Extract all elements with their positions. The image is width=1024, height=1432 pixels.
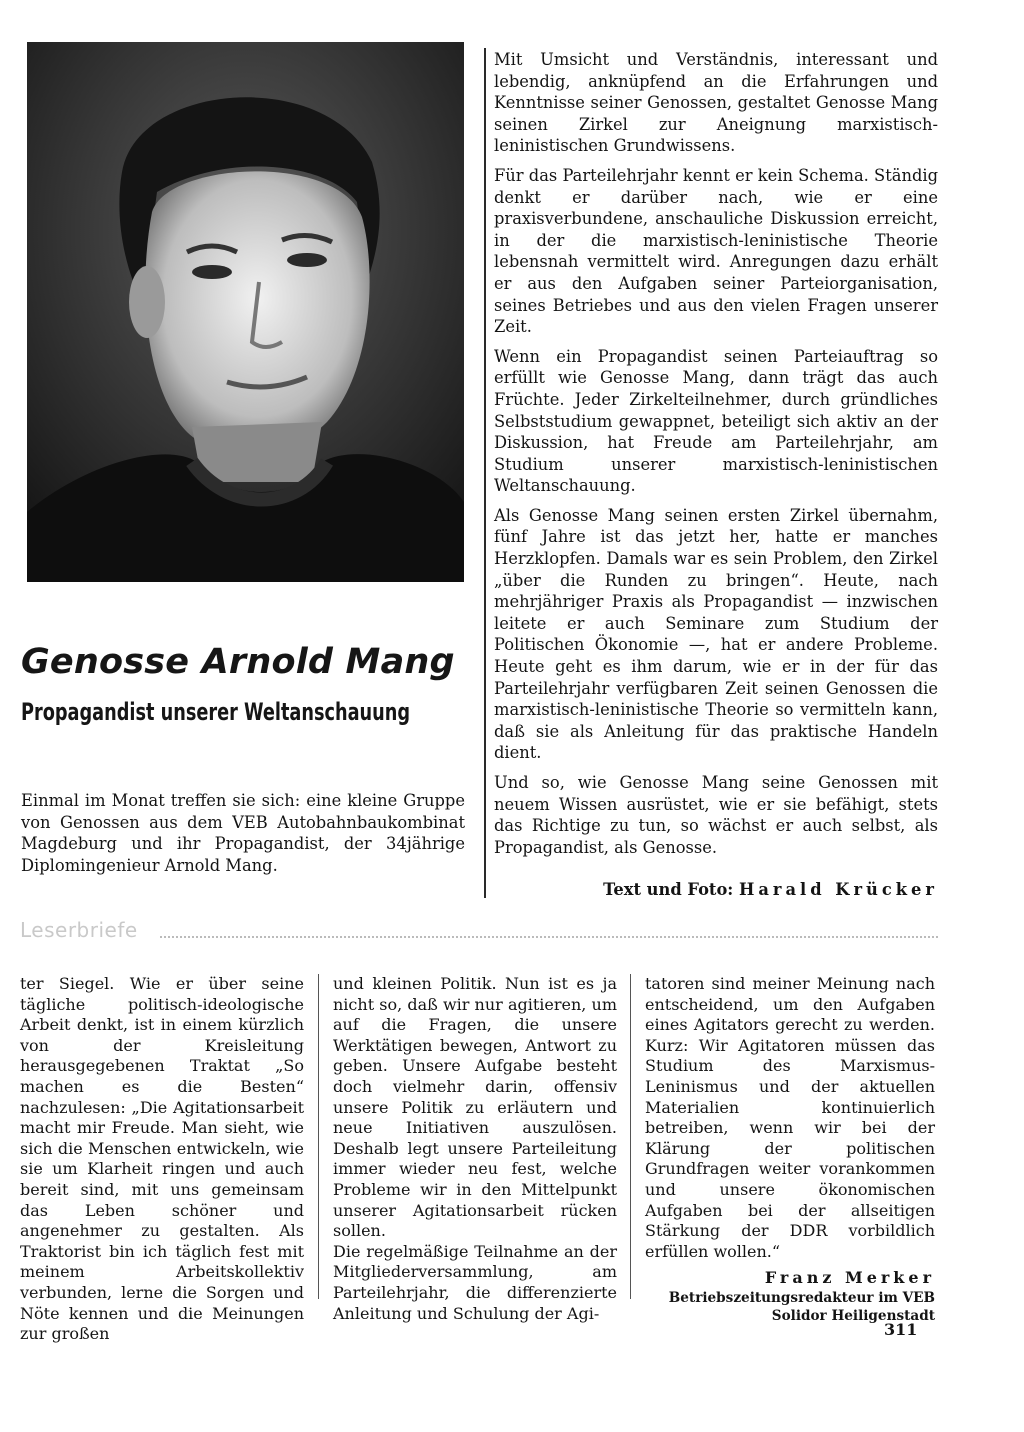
letter-column-2	[333, 974, 617, 1324]
article-credit	[494, 880, 938, 899]
body-paragraph: Mit Umsicht und Verständnis, interessant und lebendig, anknüpfend an die Erfahrungen und Kenntnisse seiner Genossen, gestaltet Genosse Mang seinen Zirkel zur Aneignung marxistisch-leninistischen Grundwissens.	[494, 50, 938, 156]
column-divider	[318, 974, 319, 1299]
body-paragraph: Wenn ein Propagandist seinen Parteiauftrag so erfüllt wie Genosse Mang, dann trägt das auch Früchte. Jeder Zirkelteilnehmer, durch gründliches Selbststudium gewappnet, beteiligt sich aktiv an der Diskussion, hat Freude am Parteilehrjahr, am Studium unserer marxistisch-leninistischen Weltanschauung.	[494, 346, 938, 496]
section-label: Leserbriefe	[20, 918, 138, 942]
letter-paragraph: und kleinen Politik. Nun ist es ja nicht so, daß wir nur agitieren, um auf die Fragen, die unsere Werktätigen bewegen, Antwort zu geben. Unsere Aufgabe besteht doch vielmehr darin, offensiv unsere Politik zu erläutern und neue Initiativen auszulösen. Deshalb legt unsere Parteileitung immer wieder neu fest, welche Probleme wir in den Mittelpunkt unserer Agitationsarbeit rücken sollen.	[333, 974, 617, 1241]
letter-paragraph: Die regelmäßige Teilnahme an der Mitgliederversammlung, am Parteilehrjahr, die differenzierte Anleitung und Schulung der Agi-	[333, 1241, 617, 1323]
portrait-illustration	[27, 42, 464, 582]
article-intro: Einmal im Monat treffen sie sich: eine kleine Gruppe von Genossen aus dem VEB Autobahnbaukombinat Magdeburg und ihr Propagandist, der 34jährige Diplomingenieur Arnold Mang.	[21, 791, 465, 875]
column-divider	[484, 48, 486, 898]
body-paragraph: Und so, wie Genosse Mang seine Genossen mit neuem Wissen ausrüstet, wie er sie befähigt, stets das Richtige zu tun, so wächst er auch selbst, als Propagandist, als Genosse.	[494, 773, 938, 857]
letter-paragraph: tatoren sind meiner Meinung nach entscheidend, um den Aufgaben eines Agitators gerecht zu werden. Kurz: Wir Agitatoren müssen das Studium des Marxismus-Leninismus und der aktuellen Materialien kontinuierlich betreiben, wenn wir bei der Klärung der politischen Grundfragen weiter vorankommen und unsere ökonomischen Aufgaben bei der allseitigen Stärkung der DDR vorbildlich erfüllen wollen.“	[645, 974, 935, 1261]
letter-column-1	[20, 974, 304, 1345]
signature-name: Franz Merker	[764, 1268, 935, 1288]
letter-column-3	[645, 974, 935, 1325]
body-paragraph: Für das Parteilehrjahr kennt er kein Schema. Ständig denkt er darüber nach, wie er eine praxisverbundene, anschauliche Diskussion erreicht, in der die marxistisch-leninistische Theorie lebensnah vermittelt wird. Anregungen dazu erhält er aus den Aufgaben seiner Parteiorganisation, seines Betriebes und aus den vielen Fragen unserer Zeit.	[494, 165, 938, 337]
article-title: Genosse Arnold Mang	[21, 642, 455, 682]
credit-name: Harald Krücker	[739, 880, 938, 899]
section-divider	[160, 936, 938, 938]
credit-prefix: Text und Foto:	[603, 880, 734, 899]
signature-role: Solidor Heiligenstadt	[771, 1307, 935, 1324]
column-divider	[630, 974, 631, 1299]
signature-role: Betriebszeitungsredakteur im VEB	[668, 1289, 935, 1306]
page-number: 311	[884, 1320, 918, 1339]
article-subtitle: Propagandist unserer Weltanschauung	[21, 698, 411, 726]
letter-paragraph: ter Siegel. Wie er über seine tägliche politisch-ideologische Arbeit denkt, ist in einem kürzlich von der Kreisleitung herausgegebenen Traktat „So machen es die Besten“ nachzulesen: „Die Agitationsarbeit macht mir Freude. Man sieht, wie sich die Menschen entwickeln, wie sie um Klarheit ringen und auch bereit sind, mit uns gemeinsam das Leben schöner und angenehmer zu gestalten. Als Traktorist bin ich täglich fest mit meinem Arbeitskollektiv verbunden, lerne die Sorgen und Nöte kennen und die Meinungen zur großen	[20, 974, 304, 1344]
body-paragraph: Als Genosse Mang seinen ersten Zirkel übernahm, fünf Jahre ist das jetzt her, hatte er manches Herzklopfen. Damals war es sein Problem, den Zirkel „über die Runden zu bringen“. Heute, nach mehrjähriger Praxis als Propagandist — inzwischen leitete er auch Seminare zum Studium der Politischen Ökonomie —, hat er andere Probleme. Heute geht es ihm darum, wie er in der für das Parteilehrjahr verfügbaren Zeit seinen Genossen die marxistisch-leninistische Theorie so vermitteln kann, daß sie als Anleitung für das praktische Handeln dient.	[494, 505, 938, 763]
portrait-photo	[27, 42, 464, 582]
article-body	[494, 49, 938, 866]
